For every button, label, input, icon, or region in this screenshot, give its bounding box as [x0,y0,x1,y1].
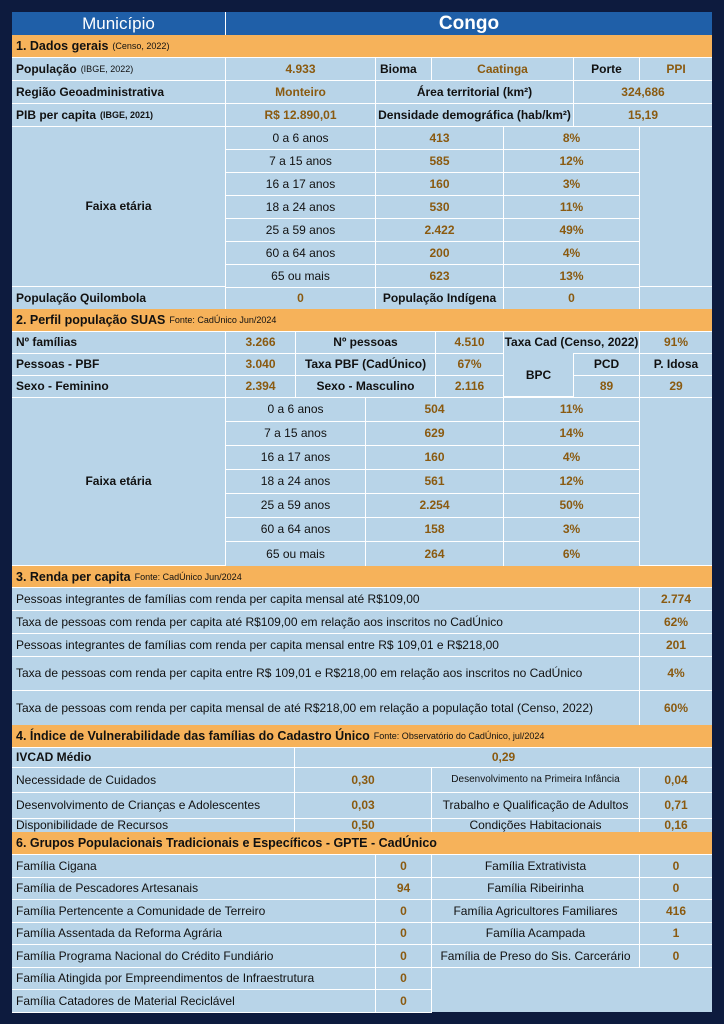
fem-label: Sexo - Feminino [12,375,226,397]
fem-value: 2.394 [226,375,296,397]
pib-value: R$ 12.890,01 [226,103,376,126]
s6-right-row [432,854,712,878]
s3-row-value: 4% [667,666,685,680]
s6-left-value: 0 [376,854,432,877]
s1-faixa-row [226,264,640,288]
row-quilombola [12,287,712,310]
s1-faixa-range: 65 ou mais [226,264,376,287]
s1-faixa-range: 0 a 6 anos [226,126,376,149]
ivcad-label: IVCAD Médio [12,747,295,767]
s3-row-label: Taxa de pessoas com renda per capita entre R$ 109,01 e R$218,00 em relação aos inscritos no CadÚnico [12,656,640,690]
porte-label: Porte [574,57,640,80]
row-populacao [12,57,712,81]
s2-faixa-percent: 14% [504,421,640,445]
s1-faixa-count: 160 [376,172,504,195]
s2-faixa-percent: 4% [504,445,640,469]
s2-faixa-range: 16 a 17 anos [226,445,366,469]
section-4-header [12,725,712,748]
municipio-label: Município [12,12,226,35]
s1-faixa-range: 16 a 17 anos [226,172,376,195]
s4-label-right: Trabalho e Qualificação de Adultos [432,792,640,818]
s1-faixa-count: 623 [376,264,504,287]
populacao-label: População [16,61,77,76]
densidade-label: Densidade demográfica (hab/km²) [376,103,574,126]
porte-value: PPI [666,61,686,76]
taxapbf-label: Taxa PBF (CadÚnico) [296,353,436,375]
s1-faixa-count: 2.422 [376,218,504,241]
s3-row-value: 2.774 [660,591,692,606]
s2-faixa-range: 7 a 15 anos [226,421,366,445]
pessoas-label: Nº pessoas [296,331,436,353]
s2-faixa-count: 2.254 [366,493,504,517]
s4-value-right: 0,16 [664,818,688,832]
s2-faixa-count: 264 [366,541,504,566]
s4-row [12,792,712,819]
indigena-value: 0 [504,287,640,309]
s1-faixa-row [226,126,640,150]
pidosa-label: P. Idosa [653,357,699,371]
s3-row-value: 62% [663,614,689,629]
section-1-title: 1. Dados gerais [16,39,109,53]
populacao-source: (IBGE, 2022) [80,63,134,74]
section-1-source: (Censo, 2022) [112,41,170,51]
s4-value-left: 0,30 [295,767,432,792]
s4-value-right: 0,71 [664,798,688,812]
s4-value-left: 0,50 [295,818,432,832]
s6-left-value: 0 [376,944,432,967]
s6-right-label: Família Extrativista [432,854,640,877]
s6-left-row [12,877,432,900]
pib-source: (IBGE, 2021) [100,109,154,120]
s1-faixa-count: 413 [376,126,504,149]
s1-faixa-count: 585 [376,149,504,172]
s6-left-value: 0 [376,899,432,922]
s6-right-row [432,944,712,968]
section-3-header [12,566,712,588]
s6-left-label: Família Assentada da Reforma Agrária [12,922,376,944]
s2-faixa-count: 504 [366,397,504,421]
populacao-value: 4.933 [226,57,376,80]
s2-faixa-count: 160 [366,445,504,469]
s6-right-value: 0 [672,948,680,963]
s6-left-label: Família Pertencente a Comunidade de Terreiro [12,899,376,922]
section-6-header [12,832,712,855]
s1-faixa-row [226,195,640,219]
s2-faixa-count: 629 [366,421,504,445]
s1-faixa-count: 200 [376,241,504,264]
s3-row [12,690,712,726]
familias-label: Nº famílias [12,331,226,353]
s6-right-label: Família Ribeirinha [432,877,640,899]
s1-faixa-percent: 13% [504,264,640,287]
s2-faixa-percent: 11% [504,397,640,421]
s1-faixa-label: Faixa etária [12,126,226,287]
masc-label: Sexo - Masculino [296,375,436,397]
bpc-label: BPC [504,353,574,397]
s6-left-label: Família Atingida por Empreendimentos de Infraestrutura [12,967,376,989]
section-6-title: 6. Grupos Populacionais Tradicionais e Específicos - GPTE - CadÚnico [16,836,437,850]
s1-faixa-row [226,149,640,173]
pbf-label: Pessoas - PBF [12,353,226,375]
s2-faixa-empty-cell [640,397,712,566]
s4-label-right: Condições Habitacionais [432,818,640,832]
s6-right-row [432,899,712,923]
row-pib [12,103,712,127]
familias-value: 3.266 [226,331,296,353]
pbf-value: 3.040 [226,353,296,375]
s2-faixa-percent: 12% [504,469,640,493]
s2-faixa-percent: 6% [504,541,640,566]
s2-faixa-range: 65 ou mais [226,541,366,566]
s1-faixa-count: 530 [376,195,504,218]
s6-right-label: Família Acampada [432,922,640,944]
taxacad-label: Taxa Cad (Censo, 2022) [504,331,640,353]
municipal-data-sheet [12,12,712,1012]
taxacad-value: 91% [663,335,689,349]
s3-row [12,633,712,657]
row-regiao [12,80,712,104]
s4-label-left: Necessidade de Cuidados [12,767,295,792]
s6-right-value: 0 [672,858,680,873]
s6-left-value: 0 [376,989,432,1012]
quilombola-label: População Quilombola [12,287,226,309]
s3-row [12,587,712,611]
s4-label-left: Desenvolvimento de Crianças e Adolescentes [12,792,295,818]
s6-left-row [12,989,432,1013]
s6-right-label: Família Agricultores Familiares [432,899,640,922]
s6-right-value: 0 [672,881,680,895]
s6-right-label: Família de Preso do Sis. Carcerário [432,944,640,967]
pessoas-value: 4.510 [436,331,504,353]
row-pbf [12,353,712,376]
s6-left-row [12,899,432,923]
s2-faixa-range: 0 a 6 anos [226,397,366,421]
section-3-source: Fonte: CadÚnico Jun/2024 [134,571,242,582]
s4-label-right: Desenvolvimento na Primeira Infância [432,767,640,792]
s2-faixa-percent: 50% [504,493,640,517]
s2-faixa-row [226,421,640,446]
s2-faixa-label: Faixa etária [12,397,226,566]
s1-faixa-percent: 8% [504,126,640,149]
s1-faixa-range: 60 a 64 anos [226,241,376,264]
s1-faixa-percent: 3% [504,172,640,195]
s3-row-label: Taxa de pessoas com renda per capita mensal de até R$218,00 em relação a população total (Censo, 2022) [12,690,640,725]
s2-faixa-row [226,493,640,518]
s1-faixa-percent: 49% [504,218,640,241]
title-bar [12,12,712,35]
municipio-name: Congo [438,12,500,34]
s1-faixa-percent: 12% [504,149,640,172]
s3-row [12,656,712,691]
section-3-title: 3. Renda per capita [16,569,131,584]
row-ivcad [12,747,712,768]
s1-faixa-range: 25 a 59 anos [226,218,376,241]
row-familias [12,331,712,354]
area-label: Área territorial (km²) [376,80,574,103]
indigena-label: População Indígena [376,287,504,309]
s6-left-row [12,944,432,968]
s3-row-label: Taxa de pessoas com renda per capita até R$109,00 em relação aos inscritos no CadÚnico [12,610,640,633]
s3-row-label: Pessoas integrantes de famílias com renda per capita mensal até R$109,00 [12,587,640,610]
s4-row [12,767,712,793]
s2-faixa-row [226,541,640,567]
s1-faixa-row [226,241,640,265]
s2-faixa-row [226,397,640,422]
s3-row-label: Pessoas integrantes de famílias com renda per capita mensal entre R$ 109,01 e R$218,00 [12,633,640,656]
s6-right-row [432,922,712,945]
s2-faixa-count: 561 [366,469,504,493]
s6-left-row [12,922,432,945]
s4-label-left: Disponibilidade de Recursos [12,818,295,832]
s1-faixa-row [226,218,640,242]
bioma-value: Caatinga [432,57,574,80]
s2-faixa-count: 158 [366,517,504,541]
densidade-value: 15,19 [627,107,659,122]
s1-faixa-empty-cell [640,126,712,287]
pcd-label: PCD [574,353,640,375]
s3-row-value: 201 [665,637,687,652]
pib-label: PIB per capita [16,107,97,122]
s1-faixa-percent: 11% [504,195,640,218]
s2-faixa-row [226,445,640,470]
ivcad-value: 0,29 [491,750,516,764]
s6-right-row [432,877,712,900]
s4-row [12,818,712,833]
row-sexo [12,375,712,398]
s6-left-value: 0 [376,922,432,944]
s2-faixa-range: 60 a 64 anos [226,517,366,541]
masc-value: 2.116 [436,375,504,397]
s2-faixa-range: 25 a 59 anos [226,493,366,517]
s6-left-value: 0 [376,967,432,989]
s6-left-row [12,854,432,878]
s6-left-value: 94 [376,877,432,899]
section-2-title: 2. Perfil população SUAS [16,313,166,327]
section-4-title: 4. Índice de Vulnerabilidade das famílias do Cadastro Único [16,729,370,743]
pidosa-value: 29 [669,379,683,393]
bioma-label: Bioma [376,57,432,80]
s1-faixa-percent: 4% [504,241,640,264]
s2-faixa-percent: 3% [504,517,640,541]
s6-left-label: Família Programa Nacional do Crédito Fundiário [12,944,376,967]
section-4-source: Fonte: Observatório do CadÚnico, jul/2024 [373,731,545,741]
s2-faixa-row [226,469,640,494]
s6-left-label: Família de Pescadores Artesanais [12,877,376,899]
section-2-source: Fonte: CadÚnico Jun/2024 [169,315,277,325]
regiao-value: Monteiro [226,80,376,103]
regiao-label: Região Geoadministrativa [12,80,226,103]
area-value: 324,686 [621,84,665,99]
section-2-header [12,309,712,332]
taxapbf-value: 67% [436,353,504,375]
pcd-value: 89 [574,375,640,397]
quilombola-value: 0 [226,287,376,309]
s4-value-left: 0,03 [295,792,432,818]
s6-left-label: Família Cigana [12,854,376,877]
s3-row [12,610,712,634]
s3-row-value: 60% [663,700,689,715]
s6-right-value: 1 [672,926,680,940]
s2-faixa-row [226,517,640,542]
s6-left-label: Família Catadores de Material Reciclável [12,989,376,1012]
s6-right-value: 416 [665,903,687,918]
s1-faixa-row [226,172,640,196]
s1-faixa-range: 18 a 24 anos [226,195,376,218]
s2-faixa-range: 18 a 24 anos [226,469,366,493]
section-1-header [12,35,712,58]
s1-faixa-range: 7 a 15 anos [226,149,376,172]
s4-value-right: 0,04 [664,772,688,787]
s6-left-row [12,967,432,990]
